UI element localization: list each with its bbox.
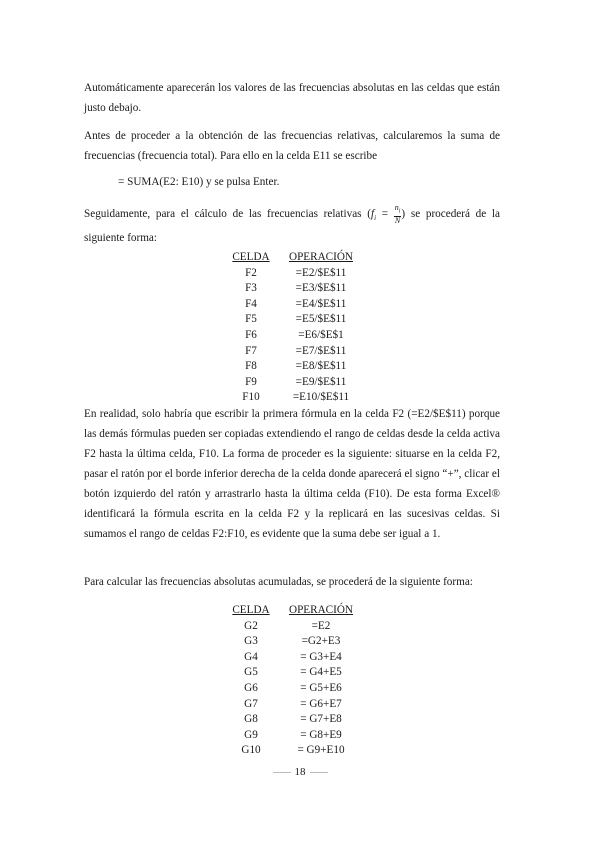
table-row [226, 743, 358, 759]
table-row [226, 665, 358, 681]
numerator-n: n [394, 203, 399, 213]
page-footer [0, 766, 600, 778]
cell-celda: F4 [245, 297, 257, 310]
cell-celda: G3 [244, 635, 258, 648]
header-operacion [284, 603, 358, 619]
paragraph-4: En realidad, solo habría que escribir la primera fórmula en la celda F2 (=E2/$E$11) porque las demás fórmulas pueden ser copiadas extendiendo el rango de celdas desde la celda activa F2 hasta la última celda, F10. La forma de proceder es la siguiente: situarse en la celda F2, pasar el ratón por el borde inferior derecha de la celda donde aparecerá el signo “+”, clicar el botón izquierdo del ratón y arrastrarlo hasta la última celda (F10). De esta forma Excel® identificará la fórmula escrita en la celda F2 y la replicará en las sucesivas celdas. Si sumamos el rango de celdas F2:F10, es evidente que la suma debe ser igual a 1. [84, 408, 500, 540]
table-row [226, 728, 358, 744]
cell-operacion: =E8/$E$11 [295, 360, 347, 373]
table-row [226, 375, 358, 391]
footer-rule-right [310, 772, 328, 773]
header-label: CELDA [232, 604, 270, 616]
cell-operacion: = G7+E8 [300, 713, 342, 726]
table-row [226, 712, 358, 728]
header-operacion [284, 250, 358, 266]
cell-operacion: =E7/$E$11 [295, 344, 347, 357]
page-number: 18 [294, 766, 306, 778]
paragraph-5: Para calcular las frecuencias absolutas acumuladas, se procederá de la siguiente forma: [84, 576, 473, 588]
paragraph-1: Automáticamente aparecerán los valores de las frecuencias absolutas en las celdas que están justo debajo. [84, 82, 500, 114]
numerator-sub: i [398, 208, 401, 215]
cell-operacion: = G4+E5 [300, 666, 342, 679]
cell-operacion: = G3+E4 [300, 650, 342, 663]
formula-f: f [370, 208, 375, 220]
cell-operacion: =E6/$E$1 [298, 328, 344, 341]
table-header-row [226, 250, 358, 266]
table-row [226, 344, 358, 360]
table-relative-frequencies [226, 250, 358, 406]
cell-celda: F3 [245, 282, 257, 295]
paragraph-3 [84, 204, 500, 248]
cell-operacion: =G2+E3 [301, 635, 341, 648]
table-row [226, 634, 358, 650]
header-celda [226, 250, 276, 266]
cell-operacion: =E9/$E$11 [295, 375, 347, 388]
table-row [226, 281, 358, 297]
header-celda [226, 603, 276, 619]
paragraph-3-text-before: Seguidamente, para el cálculo de las frecuencias relativas ( [84, 208, 371, 220]
cell-celda: G10 [241, 744, 261, 757]
paragraph-3-text-after: ) se procederá de la siguiente forma: [84, 208, 500, 245]
cell-operacion: =E10/$E$11 [292, 391, 350, 404]
table-row [226, 359, 358, 375]
cell-celda: F9 [245, 375, 257, 388]
table-header-row [226, 603, 358, 619]
cell-operacion: =E4/$E$11 [295, 297, 347, 310]
cell-celda: F8 [245, 360, 257, 373]
formula-f-sub: i [374, 214, 377, 223]
cell-celda: G8 [244, 713, 258, 726]
paragraph-2: Antes de proceder a la obtención de las frecuencias relativas, calcularemos la suma de frecuencias (frecuencia total). Para ello en la celda E11 se escribe [84, 130, 500, 162]
formula-eq: = [376, 208, 394, 220]
header-label: OPERACIÓN [288, 251, 354, 263]
cell-celda: G7 [244, 697, 258, 710]
cell-operacion: =E3/$E$11 [295, 282, 347, 295]
cell-operacion: = G6+E7 [300, 697, 342, 710]
cell-operacion: = G9+E10 [297, 744, 345, 757]
footer-rule-left [273, 772, 291, 773]
cell-operacion: = G8+E9 [300, 728, 342, 741]
header-label: OPERACIÓN [288, 604, 354, 616]
cell-celda: F6 [245, 328, 257, 341]
cell-celda: G6 [244, 681, 258, 694]
table-cumulative-frequencies [226, 603, 358, 759]
cell-operacion: =E5/$E$11 [295, 313, 347, 326]
cell-celda: F10 [242, 391, 260, 404]
table-row [226, 681, 358, 697]
table-row [226, 328, 358, 344]
cell-celda: F2 [245, 266, 257, 279]
formula-suma: = SUMA(E2: E10) y se pulsa Enter. [118, 176, 280, 188]
table-row [226, 650, 358, 666]
cell-operacion: =E2/$E$11 [295, 266, 347, 279]
header-label: CELDA [232, 251, 270, 263]
cell-celda: G4 [244, 650, 258, 663]
cell-celda: G5 [244, 666, 258, 679]
cell-celda: G2 [244, 619, 258, 632]
cell-operacion: = G5+E6 [300, 681, 342, 694]
cell-celda: G9 [244, 728, 258, 741]
table-row [226, 697, 358, 713]
cell-operacion: =E2 [311, 619, 331, 632]
table-row [226, 312, 358, 328]
table-row [226, 619, 358, 635]
cell-celda: F5 [245, 313, 257, 326]
fraction-denominator: N [394, 215, 401, 225]
cell-celda: F7 [245, 344, 257, 357]
table-row [226, 266, 358, 282]
table-row [226, 297, 358, 313]
